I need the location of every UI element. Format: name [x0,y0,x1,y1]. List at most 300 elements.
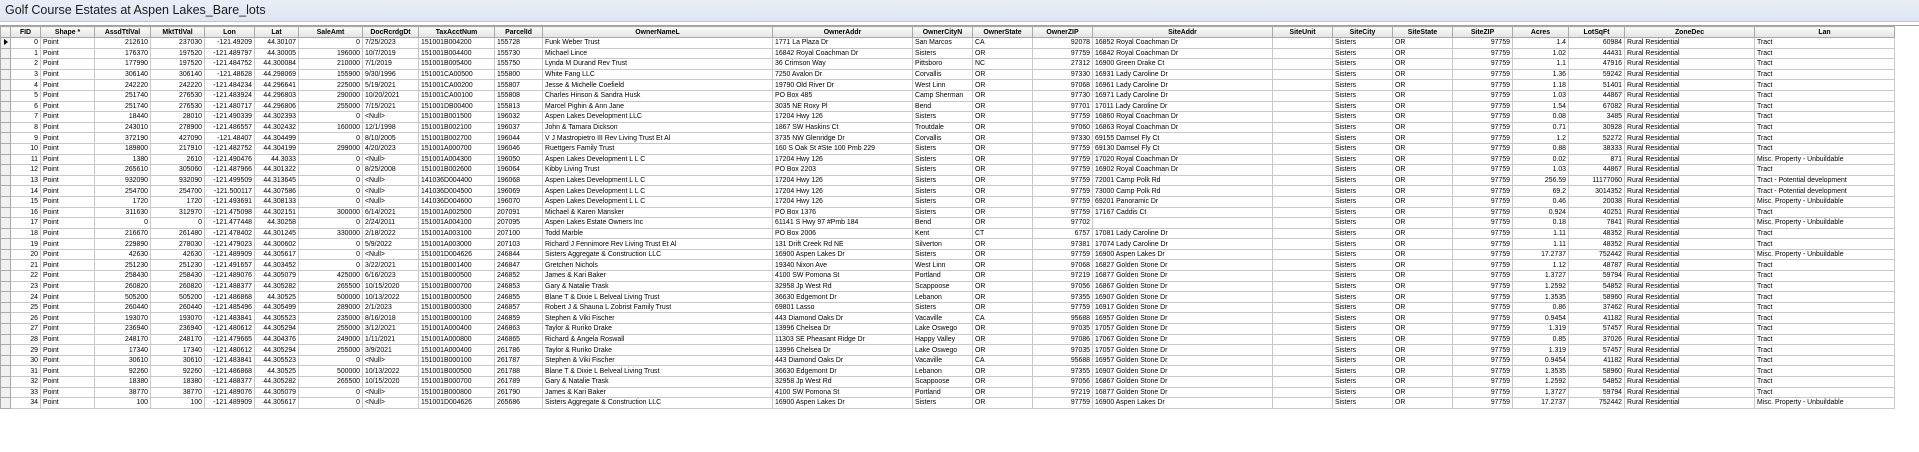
table-cell[interactable]: 6/14/2021 [363,207,419,218]
table-cell[interactable]: 236940 [151,324,205,335]
table-cell[interactable]: OR [973,165,1033,176]
table-cell[interactable]: 4 [11,80,41,91]
table-cell[interactable]: 2 [11,59,41,70]
table-cell[interactable]: Sisters [1333,38,1393,49]
table-cell[interactable]: 18440 [95,112,151,123]
table-cell[interactable]: Tract [1755,313,1895,324]
table-cell[interactable]: OR [973,249,1033,260]
table-cell[interactable]: Michael Lince [543,48,773,59]
table-cell[interactable]: Point [41,133,95,144]
table-cell[interactable]: 47916 [1569,59,1625,70]
table-cell[interactable]: Rural Residential [1625,133,1755,144]
table-cell[interactable]: Sisters [1333,345,1393,356]
table-cell[interactable]: Sisters [913,196,973,207]
table-cell[interactable]: 97759 [1453,38,1513,49]
table-cell[interactable]: 3 [11,69,41,80]
table-cell[interactable]: Sisters [1333,69,1393,80]
row-selector[interactable] [1,218,11,229]
table-row[interactable] [1,218,1895,229]
table-cell[interactable]: 44.305079 [255,387,299,398]
table-cell[interactable]: Tract [1755,69,1895,80]
table-cell[interactable]: Point [41,387,95,398]
table-cell[interactable] [1273,101,1333,112]
table-cell[interactable]: 9/30/1996 [363,69,419,80]
table-cell[interactable]: 97759 [1453,59,1513,70]
table-cell[interactable]: 44.300084 [255,59,299,70]
table-cell[interactable]: OR [973,101,1033,112]
table-cell[interactable]: <Null> [363,154,419,165]
table-cell[interactable]: -121.479023 [205,239,255,250]
table-cell[interactable]: 151001B004200 [419,38,495,49]
table-cell[interactable]: 0.924 [1513,207,1569,218]
table-cell[interactable]: Sisters [1333,196,1393,207]
table-cell[interactable]: Sisters [1333,48,1393,59]
table-cell[interactable]: OR [1393,143,1453,154]
table-cell[interactable]: 212610 [95,38,151,49]
table-cell[interactable]: 155750 [495,59,543,70]
table-cell[interactable]: OR [973,334,1033,345]
table-cell[interactable]: -121.48407 [205,133,255,144]
table-cell[interactable]: 44.305282 [255,281,299,292]
table-cell[interactable]: 255000 [299,101,363,112]
table-cell[interactable]: Sisters [913,165,973,176]
table-cell[interactable] [1273,377,1333,388]
table-cell[interactable]: 97759 [1453,292,1513,303]
table-cell[interactable]: 10/15/2020 [363,377,419,388]
table-row[interactable] [1,207,1895,218]
table-cell[interactable]: 21 [11,260,41,271]
table-cell[interactable]: 44867 [1569,165,1625,176]
table-cell[interactable]: 0.9454 [1513,313,1569,324]
table-cell[interactable]: John & Tamara Dickson [543,122,773,133]
table-cell[interactable]: Rural Residential [1625,355,1755,366]
table-cell[interactable]: Tract [1755,345,1895,356]
table-cell[interactable]: OR [1393,175,1453,186]
table-cell[interactable]: 306140 [151,69,205,80]
table-cell[interactable]: Tract [1755,48,1895,59]
attribute-table[interactable] [0,25,1919,452]
table-cell[interactable]: 265686 [495,398,543,409]
table-cell[interactable]: 0 [299,398,363,409]
table-cell[interactable]: PO Box 2006 [773,228,913,239]
table-cell[interactable]: 0.18 [1513,218,1569,229]
table-cell[interactable]: Sisters [1333,207,1393,218]
table-cell[interactable]: 278900 [151,122,205,133]
table-cell[interactable]: 38770 [95,387,151,398]
table-cell[interactable]: 196050 [495,154,543,165]
table-cell[interactable]: 1.03 [1513,165,1569,176]
table-cell[interactable]: Gretchen Nichols [543,260,773,271]
table-cell[interactable] [1273,398,1333,409]
table-cell[interactable]: -121.490339 [205,112,255,123]
table-cell[interactable]: OR [1393,292,1453,303]
table-cell[interactable]: 1.3535 [1513,366,1569,377]
table-cell[interactable]: 97759 [1033,302,1093,313]
row-selector[interactable] [1,324,11,335]
table-cell[interactable]: 58960 [1569,366,1625,377]
row-selector[interactable] [1,292,11,303]
table-cell[interactable]: 17.2737 [1513,249,1569,260]
table-cell[interactable]: Sisters Aggregate & Construction LLC [543,249,773,260]
table-cell[interactable]: 141036D004500 [419,186,495,197]
table-cell[interactable]: 246853 [495,281,543,292]
table-cell[interactable]: 44.296806 [255,101,299,112]
table-cell[interactable]: OR [973,345,1033,356]
table-cell[interactable]: Rural Residential [1625,154,1755,165]
table-cell[interactable]: Todd Marble [543,228,773,239]
column-header-fid[interactable]: FID [11,27,41,38]
table-cell[interactable]: 10 [11,143,41,154]
table-cell[interactable]: 12/1/1998 [363,122,419,133]
table-cell[interactable]: OR [1393,387,1453,398]
table-cell[interactable]: Silverton [913,239,973,250]
table-cell[interactable]: 1.03 [1513,90,1569,101]
table-cell[interactable]: -121.482752 [205,143,255,154]
table-cell[interactable]: Point [41,281,95,292]
column-header-saleamt[interactable]: SaleAmt [299,27,363,38]
table-cell[interactable]: 1771 La Plaza Dr [773,38,913,49]
table-cell[interactable]: 255000 [299,345,363,356]
table-cell[interactable]: Point [41,143,95,154]
table-cell[interactable]: 256.59 [1513,175,1569,186]
row-selector[interactable] [1,48,11,59]
table-cell[interactable]: 1.12 [1513,260,1569,271]
table-cell[interactable]: 44.303452 [255,260,299,271]
table-cell[interactable]: Point [41,292,95,303]
table-row[interactable] [1,143,1895,154]
table-cell[interactable]: Aspen Lakes Development LLC [543,112,773,123]
table-cell[interactable]: Rural Residential [1625,249,1755,260]
table-cell[interactable]: 92078 [1033,38,1093,49]
row-selector[interactable] [1,313,11,324]
table-row[interactable] [1,334,1895,345]
table-cell[interactable]: 73000 Camp Polk Rd [1093,186,1273,197]
table-cell[interactable]: 300000 [299,207,363,218]
table-cell[interactable]: James & Kari Baker [543,271,773,282]
table-cell[interactable]: Rural Residential [1625,398,1755,409]
table-cell[interactable]: OR [1393,345,1453,356]
table-cell[interactable]: 255000 [299,324,363,335]
table-cell[interactable]: OR [1393,112,1453,123]
table-cell[interactable]: 19340 Nixon Ave [773,260,913,271]
table-cell[interactable]: -121.483841 [205,313,255,324]
table-cell[interactable]: 311630 [95,207,151,218]
table-cell[interactable]: Troutdale [913,122,973,133]
table-cell[interactable]: Sisters [1333,366,1393,377]
table-cell[interactable] [1273,366,1333,377]
table-cell[interactable]: Tract [1755,271,1895,282]
table-cell[interactable]: 1.11 [1513,239,1569,250]
table-cell[interactable] [1273,175,1333,186]
table-cell[interactable]: 217910 [151,143,205,154]
table-cell[interactable]: -121.489076 [205,387,255,398]
table-cell[interactable]: 151001A002500 [419,207,495,218]
table-cell[interactable]: 155800 [495,69,543,80]
table-cell[interactable]: 7250 Avalon Dr [773,69,913,80]
table-cell[interactable]: Aspen Lakes Development L L C [543,186,773,197]
table-cell[interactable]: OR [1393,207,1453,218]
table-cell[interactable]: 16842 Royal Coachman Dr [1093,48,1273,59]
table-cell[interactable]: 254700 [151,186,205,197]
table-cell[interactable]: 3485 [1569,112,1625,123]
table-cell[interactable]: 36630 Edgemont Dr [773,292,913,303]
table-cell[interactable]: 151001A000400 [419,324,495,335]
table-cell[interactable]: 97759 [1033,154,1093,165]
table-cell[interactable]: Sisters [913,186,973,197]
table-cell[interactable]: 6757 [1033,228,1093,239]
table-cell[interactable]: Point [41,196,95,207]
table-cell[interactable]: 0 [299,154,363,165]
table-cell[interactable]: 59794 [1569,271,1625,282]
table-cell[interactable]: Sisters [1333,165,1393,176]
table-cell[interactable]: <Null> [363,112,419,123]
table-cell[interactable]: 97056 [1033,281,1093,292]
table-cell[interactable]: Lebanon [913,366,973,377]
table-cell[interactable]: 505200 [151,292,205,303]
table-cell[interactable]: CA [973,38,1033,49]
table-cell[interactable]: Point [41,239,95,250]
table-cell[interactable]: Point [41,324,95,335]
table-cell[interactable]: 69130 Damsel Fly Ct [1093,143,1273,154]
row-selector[interactable] [1,355,11,366]
table-cell[interactable]: Rural Residential [1625,366,1755,377]
table-cell[interactable]: 7841 [1569,218,1625,229]
table-cell[interactable]: Point [41,366,95,377]
table-cell[interactable]: 97330 [1033,133,1093,144]
table-cell[interactable]: Point [41,355,95,366]
table-cell[interactable]: 261789 [495,377,543,388]
table-cell[interactable]: 97068 [1033,80,1093,91]
table-cell[interactable]: 251230 [95,260,151,271]
table-cell[interactable]: OR [973,377,1033,388]
table-cell[interactable]: 1.54 [1513,101,1569,112]
table-cell[interactable]: Tract [1755,334,1895,345]
table-cell[interactable]: 196070 [495,196,543,207]
table-cell[interactable]: Misc. Property - Unbuildable [1755,218,1895,229]
table-cell[interactable]: 97759 [1453,398,1513,409]
table-row[interactable] [1,377,1895,388]
table-cell[interactable]: 151001B000100 [419,313,495,324]
table-cell[interactable]: Point [41,260,95,271]
table-cell[interactable]: 196032 [495,112,543,123]
table-cell[interactable] [1273,302,1333,313]
table-cell[interactable]: Blane T & Dixie L Belveal Living Trust [543,292,773,303]
table-cell[interactable]: 2/1/2023 [363,302,419,313]
table-cell[interactable]: 92260 [151,366,205,377]
table-cell[interactable]: OR [1393,154,1453,165]
row-selector[interactable] [1,59,11,70]
table-cell[interactable]: OR [1393,218,1453,229]
table-cell[interactable]: 44.296641 [255,80,299,91]
table-cell[interactable]: Sisters [913,112,973,123]
table-row[interactable] [1,165,1895,176]
table-cell[interactable]: OR [1393,281,1453,292]
table-cell[interactable]: 1.11 [1513,228,1569,239]
table-row[interactable] [1,281,1895,292]
table-cell[interactable]: Sisters [913,249,973,260]
table-cell[interactable]: 97701 [1033,101,1093,112]
table-cell[interactable]: 44.305294 [255,345,299,356]
table-cell[interactable]: 0 [299,175,363,186]
table-cell[interactable]: 0 [299,38,363,49]
row-selector[interactable] [1,165,11,176]
table-cell[interactable]: Sisters [1333,175,1393,186]
table-cell[interactable]: 289000 [299,302,363,313]
column-header-taxacctnum[interactable]: TaxAcctNum [419,27,495,38]
table-cell[interactable]: OR [973,175,1033,186]
table-cell[interactable] [1273,196,1333,207]
table-cell[interactable]: Point [41,218,95,229]
table-cell[interactable]: Sisters [1333,122,1393,133]
table-cell[interactable]: 20038 [1569,196,1625,207]
table-cell[interactable]: Pittsboro [913,59,973,70]
table-cell[interactable]: Rural Residential [1625,69,1755,80]
table-cell[interactable]: 97759 [1453,154,1513,165]
table-cell[interactable]: 155808 [495,90,543,101]
table-row[interactable] [1,260,1895,271]
table-cell[interactable]: 151001B001500 [419,112,495,123]
table-cell[interactable]: -121.478402 [205,228,255,239]
table-cell[interactable]: Point [41,377,95,388]
table-cell[interactable]: Point [41,165,95,176]
table-cell[interactable] [1273,207,1333,218]
table-cell[interactable]: 97068 [1033,260,1093,271]
table-cell[interactable]: Robert J & Shauna L Zobrist Family Trust [543,302,773,313]
table-cell[interactable]: 18 [11,228,41,239]
table-cell[interactable]: 260440 [95,302,151,313]
table-cell[interactable]: <Null> [363,398,419,409]
table-cell[interactable]: Sisters [1333,324,1393,335]
table-cell[interactable]: 97355 [1033,366,1093,377]
table-cell[interactable]: Point [41,207,95,218]
table-cell[interactable]: Point [41,302,95,313]
table-cell[interactable]: 151001B000500 [419,366,495,377]
table-cell[interactable]: 44867 [1569,90,1625,101]
table-cell[interactable]: PO Box 1376 [773,207,913,218]
table-cell[interactable]: 18380 [95,377,151,388]
table-cell[interactable]: Misc. Property - Unbuildable [1755,196,1895,207]
table-cell[interactable]: -121.480717 [205,101,255,112]
table-row[interactable] [1,122,1895,133]
table-cell[interactable]: Rural Residential [1625,207,1755,218]
table-cell[interactable]: 1.2592 [1513,281,1569,292]
table-cell[interactable]: 151001B000700 [419,281,495,292]
table-cell[interactable] [1273,186,1333,197]
table-cell[interactable]: Rural Residential [1625,122,1755,133]
table-cell[interactable]: 0 [299,260,363,271]
table-cell[interactable]: 38333 [1569,143,1625,154]
table-cell[interactable]: 7/15/2021 [363,101,419,112]
table-cell[interactable]: -121.484234 [205,80,255,91]
table-cell[interactable]: 207103 [495,239,543,250]
table-cell[interactable]: 44.305294 [255,324,299,335]
table-cell[interactable]: 97035 [1033,345,1093,356]
row-selector[interactable] [1,186,11,197]
table-cell[interactable]: 44.307586 [255,186,299,197]
table-cell[interactable]: 59242 [1569,69,1625,80]
table-row[interactable] [1,112,1895,123]
table-cell[interactable]: 197520 [151,59,205,70]
table-cell[interactable]: Lake Oswego [913,345,973,356]
table-cell[interactable]: Gary & Natalie Trask [543,281,773,292]
table-cell[interactable]: 0 [299,355,363,366]
table-cell[interactable]: 97759 [1453,355,1513,366]
table-cell[interactable]: 44431 [1569,48,1625,59]
table-cell[interactable]: 246847 [495,260,543,271]
table-cell[interactable]: Taylor & Ruriko Drake [543,324,773,335]
table-row[interactable] [1,398,1895,409]
table-cell[interactable]: <Null> [363,196,419,207]
table-cell[interactable]: PO Box 2203 [773,165,913,176]
table-cell[interactable]: 151001CA00100 [419,90,495,101]
column-header-siteaddr[interactable]: SiteAddr [1093,27,1273,38]
table-cell[interactable]: 30610 [151,355,205,366]
table-cell[interactable]: 372190 [95,133,151,144]
table-cell[interactable]: 97759 [1453,122,1513,133]
table-cell[interactable]: Bend [913,218,973,229]
table-cell[interactable]: Point [41,313,95,324]
table-cell[interactable]: 151001DB00400 [419,101,495,112]
table-cell[interactable]: Vacaville [913,355,973,366]
table-cell[interactable]: 69.2 [1513,186,1569,197]
row-selector[interactable] [1,175,11,186]
table-cell[interactable]: 0 [299,249,363,260]
table-cell[interactable] [1273,90,1333,101]
table-cell[interactable]: Rural Residential [1625,387,1755,398]
table-cell[interactable]: 7/1/2019 [363,59,419,70]
table-cell[interactable]: 0 [299,387,363,398]
table-cell[interactable]: OR [1393,186,1453,197]
table-cell[interactable]: Sisters [1333,292,1393,303]
table-cell[interactable]: 97759 [1453,80,1513,91]
table-cell[interactable]: Rural Residential [1625,239,1755,250]
table-cell[interactable]: -121.480612 [205,345,255,356]
table-cell[interactable]: Sisters [1333,387,1393,398]
table-cell[interactable]: 0.71 [1513,122,1569,133]
table-cell[interactable]: 69801 Lasso [773,302,913,313]
table-cell[interactable]: Sisters [913,207,973,218]
table-cell[interactable]: 17340 [151,345,205,356]
table-cell[interactable]: -121.489797 [205,48,255,59]
column-header-mktttlval[interactable]: MktTtlVal [151,27,205,38]
table-cell[interactable]: OR [1393,239,1453,250]
table-cell[interactable]: 1720 [95,196,151,207]
table-cell[interactable]: Aspen Lakes Estate Owners Inc [543,218,773,229]
table-cell[interactable]: Sisters [913,48,973,59]
table-cell[interactable]: 260440 [151,302,205,313]
column-header-sitecity[interactable]: SiteCity [1333,27,1393,38]
table-cell[interactable]: Rural Residential [1625,260,1755,271]
table-cell[interactable]: Rural Residential [1625,175,1755,186]
table-cell[interactable]: 23 [11,281,41,292]
table-cell[interactable]: West Linn [913,260,973,271]
table-cell[interactable]: OR [1393,90,1453,101]
table-cell[interactable]: 160 S Oak St #Ste 100 Pmb 229 [773,143,913,154]
table-cell[interactable]: 196069 [495,186,543,197]
table-cell[interactable]: OR [973,69,1033,80]
table-cell[interactable]: Rural Residential [1625,377,1755,388]
table-cell[interactable]: Scappoose [913,281,973,292]
table-cell[interactable]: 151001B002100 [419,122,495,133]
table-cell[interactable]: OR [973,196,1033,207]
table-cell[interactable]: OR [1393,80,1453,91]
table-cell[interactable]: Kent [913,228,973,239]
table-cell[interactable]: 97759 [1033,143,1093,154]
table-cell[interactable]: Stephen & Viki Fischer [543,313,773,324]
table-cell[interactable]: OR [1393,355,1453,366]
table-cell[interactable]: 151001A003000 [419,239,495,250]
table-cell[interactable]: 54852 [1569,281,1625,292]
